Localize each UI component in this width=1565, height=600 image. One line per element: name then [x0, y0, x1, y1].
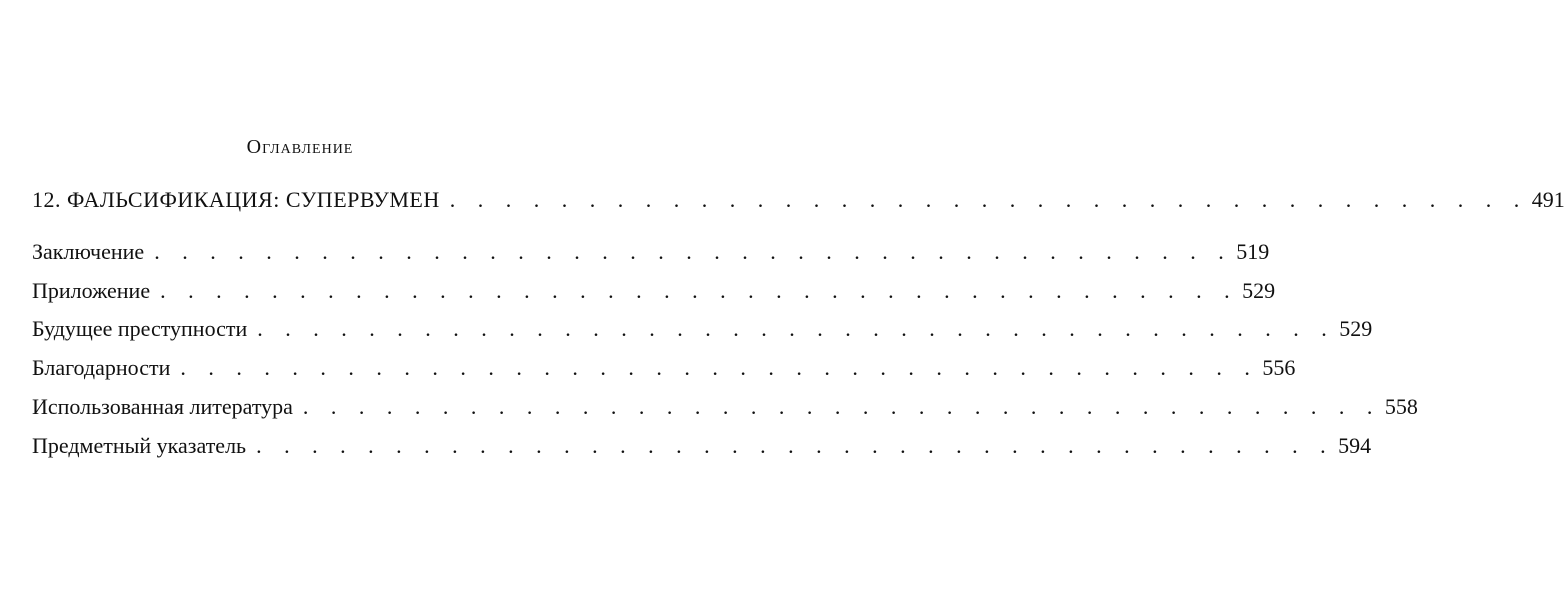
toc-page-number: 594 — [1338, 433, 1372, 458]
toc-entry-title: Благодарности — [32, 355, 171, 380]
toc-entry-appendix — [32, 276, 1276, 306]
toc-entry-title: Заключение — [32, 239, 145, 264]
toc-dot-leader: . . . . . . . . . . . . . . . . . . . . . . . . . . . . . . . . . . . . . . . — [257, 316, 1336, 341]
toc-heading: Оглавление — [246, 136, 354, 158]
toc-entry-title: Предметный указатель — [32, 433, 247, 458]
toc-dot-leader: . . . . . . . . . . . . . . . . . . . . . . . . . . . . . . . . . . . . . . . — [449, 187, 1528, 212]
toc-page-number: 529 — [1339, 316, 1373, 341]
toc-entry-title: Будущее преступности — [32, 316, 248, 341]
toc-entry-future-of-crime — [32, 314, 1373, 344]
toc-page-number: 491 — [1531, 187, 1565, 212]
toc-dot-leader: . . . . . . . . . . . . . . . . . . . . . . . . . . . . . . . . . . . . . . . — [180, 355, 1259, 380]
toc-page-number: 556 — [1262, 355, 1296, 380]
toc-dot-leader: . . . . . . . . . . . . . . . . . . . . . . . . . . . . . . . . . . . . . . . — [160, 278, 1239, 303]
toc-dot-leader: . . . . . . . . . . . . . . . . . . . . . . . . . . . . . . . . . . . . . . . — [302, 394, 1381, 419]
toc-entry-conclusion — [32, 237, 1270, 267]
toc-entry-chapter-12 — [32, 185, 1565, 215]
toc-dot-leader: . . . . . . . . . . . . . . . . . . . . . . . . . . . . . . . . . . . . . . . — [256, 433, 1335, 458]
toc-entry-references — [32, 392, 1418, 422]
toc-page-number: 558 — [1384, 394, 1418, 419]
toc-page-number: 519 — [1236, 239, 1270, 264]
toc-entry-subject-index — [32, 431, 1372, 461]
toc-entry-title: Приложение — [32, 278, 151, 303]
toc-dot-leader: . . . . . . . . . . . . . . . . . . . . . . . . . . . . . . . . . . . . . . . — [154, 239, 1233, 264]
toc-entry-title: Использованная литература — [32, 394, 293, 419]
toc-entry-title: 12. ФАЛЬСИФИКАЦИЯ: СУПЕРВУМЕН — [32, 187, 440, 212]
toc-page-number: 529 — [1242, 278, 1276, 303]
toc-entry-acknowledgements — [32, 353, 1296, 383]
